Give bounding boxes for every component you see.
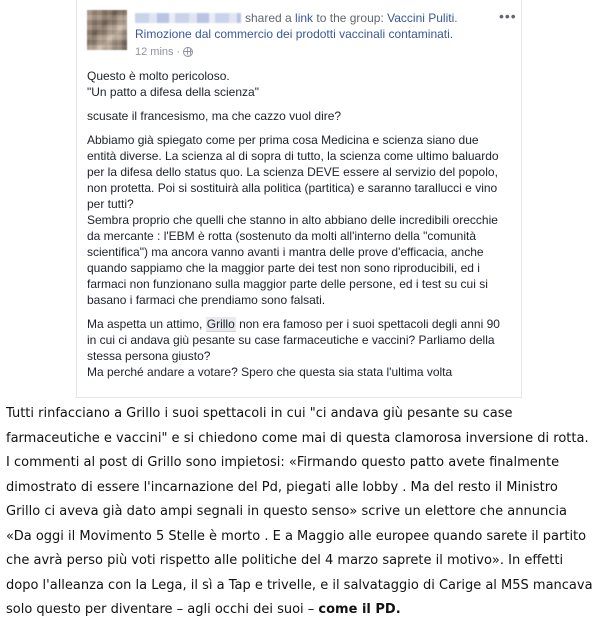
shared-text: shared a [245, 11, 296, 25]
post-line: Ma perché andare a votare? Spero che questa sia stata l'ultima volta [87, 365, 453, 379]
post-paragraph [87, 108, 507, 124]
shared-title-link[interactable]: Rimozione dal commercio dei prodotti vaccinali contaminati. [135, 27, 454, 41]
header-line-1 [135, 10, 505, 26]
post-line: Sembra proprio che quelli che stanno in alto abbiano delle incredibili orecchie da mercante : l'EBM è rotta (sostenuto da molti all'interno della "comunità scientifica") ma ancora vanno avanti i mantra delle prove d'efficacia, anche quando sappiamo che la maggior parte dei test non sono riproducibili, ed i farmaci non funzionano sulla maggior parte delle persone, ed i test su cui si basano i farmaci che prendiamo sono falsati. [87, 213, 498, 307]
post-line: "Un patto a difesa della scienza" [87, 85, 259, 99]
post-paragraph [87, 68, 507, 100]
post-body [87, 68, 507, 388]
link-word[interactable]: link [295, 11, 314, 25]
post-header [135, 10, 505, 60]
post-paragraph [87, 132, 507, 308]
post-text: non era famoso per i suoi spettacoli degli anni 90 in cui ci andava giù pesante su case farmaceutiche e vaccini? Parliamo della stessa persona giusto? [87, 317, 500, 363]
globe-icon [183, 47, 193, 57]
post-text: Ma aspetta un attimo, [87, 317, 206, 331]
mention-tag[interactable]: Grillo [206, 317, 235, 331]
article-paragraph [6, 402, 594, 620]
post-meta [135, 44, 505, 60]
article-bold-end: come il PD. [318, 602, 401, 617]
post-line: Questo è molto pericoloso. [87, 69, 230, 83]
avatar[interactable] [87, 10, 127, 50]
period: . [454, 11, 458, 25]
post-line: Abbiamo già spiegato come per prima cosa Medicina e scienza siano due entità diverse. La scienza al di sopra di tutto, la scienza come ultimo baluardo per la difesa dello status quo. La scienza DEVE essere al servizio del popolo, non protetta. Poi si sostituirà alla politica (partitica) e saranno tarallucci e vino per tutti? [87, 133, 499, 211]
group-name-link[interactable]: Vaccini Puliti [387, 11, 455, 25]
post-paragraph [87, 316, 507, 380]
facebook-post-card [76, 0, 522, 398]
article-text: Tutti rinfacciano a Grillo i suoi spettacoli in cui "ci andava giù pesante su case farmaceutiche e vaccini" e si chiedono come mai di questa clamorosa inversione di rotta. I commenti al post di Grillo sono impietosi: «Firmando questo patto avete finalmente dimostrato di essere l'incarnazione del Pd, piegati alle lobby . Ma del resto il Ministro Grillo ci aveva già dato ampi segnali in questo senso» scrive un elettore che annuncia «Da oggi il Movimento 5 Stelle è morto . E a Maggio alle europee quando sarete il partito che avrà perso più voti rispetto alle politiche del 4 marzo saprete il motivo». In effetti dopo l'alleanza con la Lega, il sì a Tap e trivelle, e il salvataggio di Carige al M5S mancava solo questo per diventare – agli occhi dei suoi – [6, 406, 593, 617]
author-name-blurred[interactable] [135, 13, 241, 23]
meta-separator: · [176, 46, 181, 58]
to-group-text: to the group: [313, 11, 388, 25]
post-line: scusate il francesismo, ma che cazzo vuol dire? [87, 109, 342, 123]
more-options-icon[interactable]: ••• [499, 8, 517, 24]
timestamp[interactable]: 12 mins [135, 46, 174, 58]
